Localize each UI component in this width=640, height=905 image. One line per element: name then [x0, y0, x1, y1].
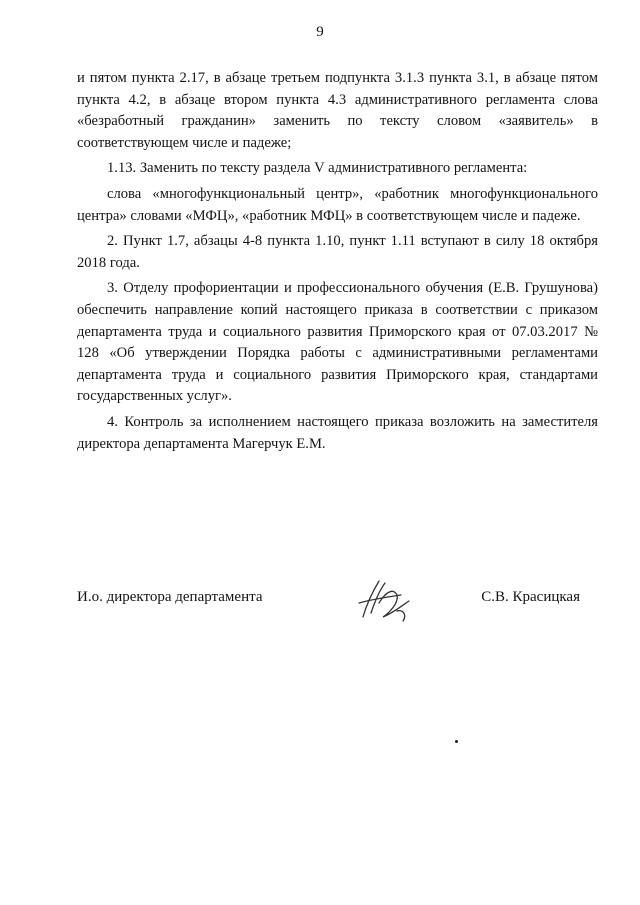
signatory-name: С.В. Красицкая [481, 589, 580, 605]
page-number: 9 [316, 24, 324, 40]
scan-speck [455, 740, 458, 743]
document-body [77, 68, 598, 455]
paragraph-item-2: 2. Пункт 1.7, абзацы 4-8 пункта 1.10, пункт 1.11 вступают в силу 18 октября 2018 года. [77, 233, 598, 271]
signatory-role: И.о. директора департамента [77, 589, 263, 605]
paragraph-item-4: 4. Контроль за исполнением настоящего приказа возложить на заместителя директора департамента Магерчук Е.М. [77, 413, 598, 452]
signature-block [77, 585, 598, 625]
paragraph-1-13: 1.13. Заменить по тексту раздела V административного регламента: [107, 160, 528, 177]
paragraph-item-3: 3. Отделу профориентации и профессионального обучения (Е.В. Грушунова) обеспечить направление копий настоящего приказа в соответствии с приказом департамента труда и социального развития Приморского края от 07.03.2017 № 128 «Об утверждении Порядка работы с административными регламентами департамента труда и социального развития Приморского края, стандартами государственных услуг». [77, 280, 598, 405]
handwritten-signature [349, 573, 423, 625]
paragraph-continuation: и пятом пункта 2.17, в абзаце третьем подпункта 3.1.3 пункта 3.1, в абзаце пятом пункта 4.2, в абзаце втором пункта 4.3 административного регламента слова «безработный гражданин» заменить по тексту словом «заявитель» в соответствующем числе и падеже; [77, 70, 598, 151]
paragraph-replacement-words: слова «многофункциональный центр», «работник многофункционального центра» словами «МФЦ», «работник МФЦ» в соответствующем числе и падеже. [77, 185, 598, 224]
